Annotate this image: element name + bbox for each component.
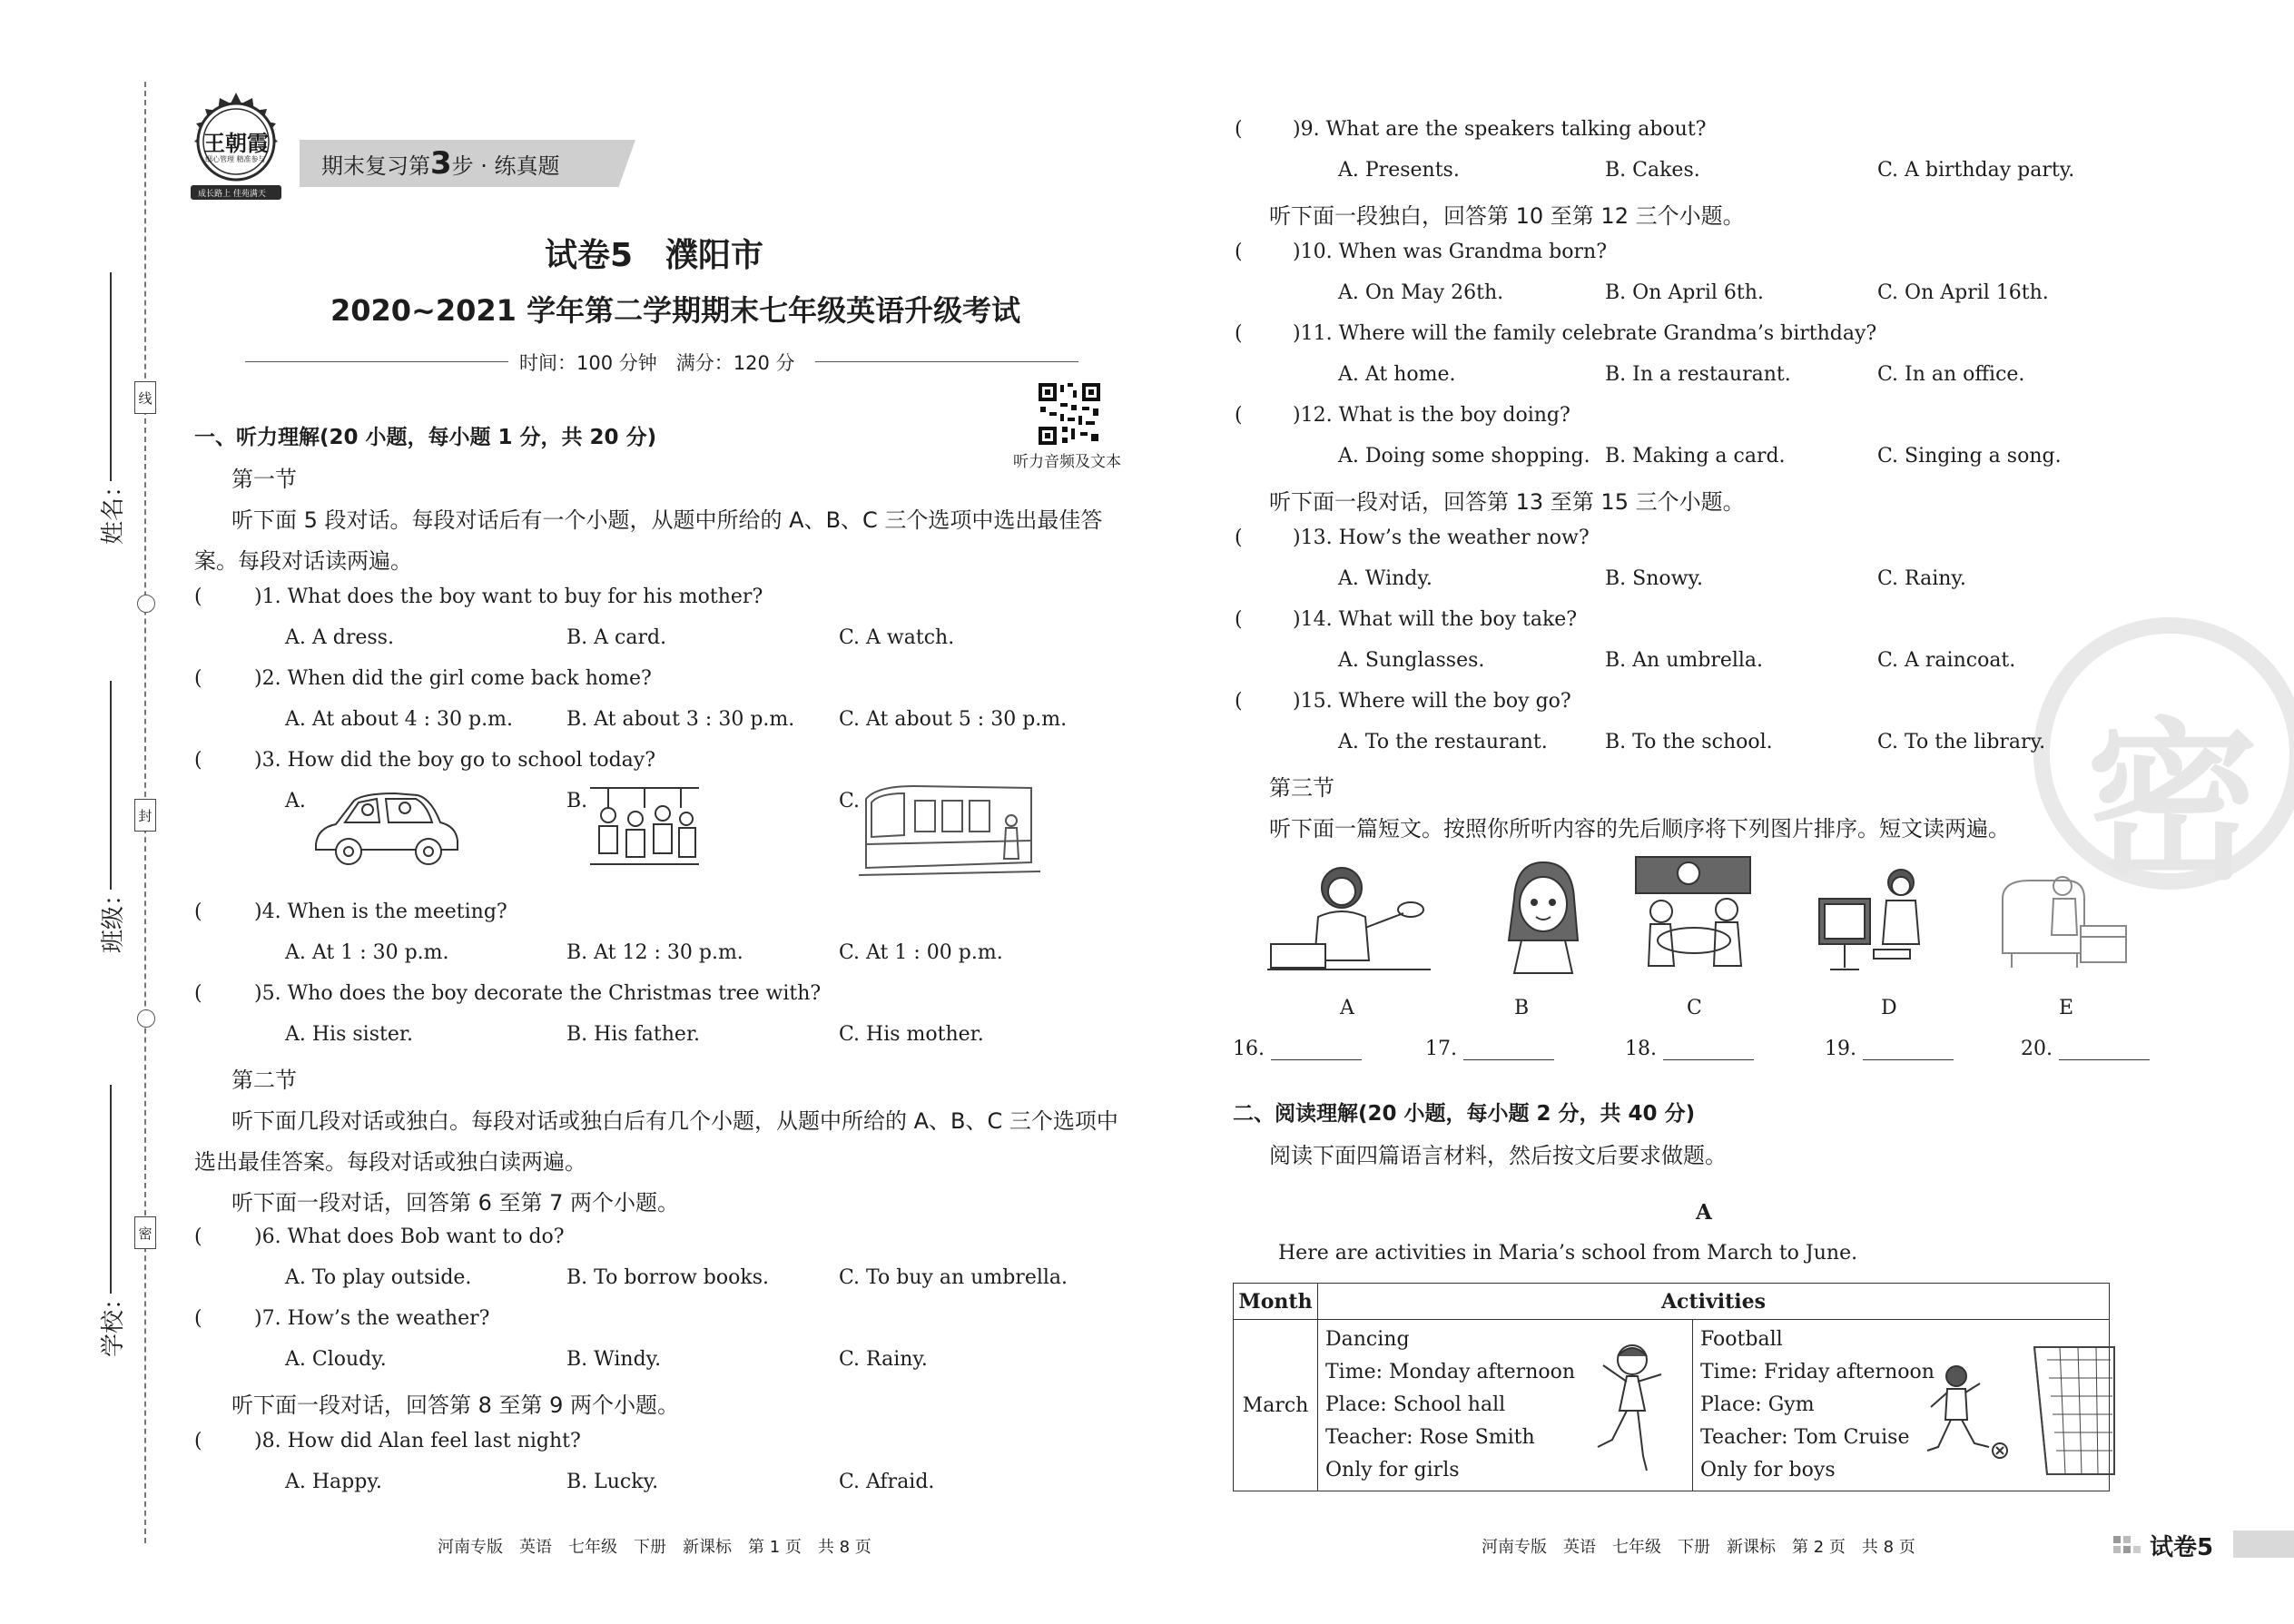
option-a[interactable]: A. Doing some shopping. — [1338, 445, 1590, 468]
page-title: 试卷5 濮阳市 — [545, 237, 764, 274]
answer-paren[interactable]: ( — [194, 1430, 202, 1452]
footer-tag-band — [2233, 1530, 2294, 1558]
option-a[interactable]: A. Presents. — [1338, 159, 1460, 182]
option-b[interactable]: B. Making a card. — [1605, 445, 1786, 468]
answer-paren[interactable]: ( — [1235, 322, 1243, 345]
table-header-activities: Activities — [1318, 1284, 2110, 1320]
option-a[interactable]: A. — [285, 790, 306, 812]
dancer-illustration — [1590, 1338, 1672, 1474]
class-label: 班级： — [100, 881, 127, 953]
answer-paren[interactable]: ( — [194, 1225, 202, 1248]
passage-intro: Here are activities in Maria’s school from March to June. — [1278, 1242, 1858, 1265]
option-b[interactable]: B. Lucky. — [566, 1471, 659, 1493]
option-c[interactable]: C. A raincoat. — [1877, 649, 2016, 672]
answer-paren[interactable]: ( — [194, 667, 202, 690]
option-a[interactable]: A. At 1 : 30 p.m. — [285, 941, 449, 964]
question-text: )9. What are the speakers talking about? — [1293, 118, 1707, 141]
school-label: 学校： — [100, 1285, 127, 1357]
option-c[interactable]: C. Singing a song. — [1877, 445, 2062, 468]
footer-exam-tag: 试卷5 — [2150, 1534, 2214, 1561]
table-cell-football — [1693, 1320, 2110, 1491]
question-text: )10. When was Grandma born? — [1293, 241, 1607, 263]
part2-instruction: 听下面几段对话或独白。每段对话或独白后有几个小题，从题中所给的 A、B、C 三个选项中 — [231, 1108, 1118, 1134]
exam-time-info: 时间：100 分钟 满分：120 分 — [519, 352, 795, 374]
bus-passengers-illustration[interactable] — [590, 781, 699, 871]
title-rule-right — [815, 361, 1078, 362]
picture-c-family-dinner[interactable] — [1634, 853, 1752, 980]
activity-restriction: Only for girls — [1325, 1459, 1460, 1481]
option-a[interactable]: A. To play outside. — [285, 1266, 472, 1289]
option-a[interactable]: A. Windy. — [1338, 567, 1433, 590]
option-c[interactable]: C. — [839, 790, 861, 812]
option-c[interactable]: C. At about 5 : 30 p.m. — [839, 708, 1068, 731]
footer-page-2: 河南专版 英语 七年级 下册 新课标 第 2 页 共 8 页 — [1482, 1538, 1915, 1557]
watermark-character: 密 — [2086, 703, 2260, 903]
option-b[interactable]: B. To borrow books. — [566, 1266, 769, 1289]
seal-box-secret: 密 — [134, 1216, 156, 1249]
activity-place: Place: Gym — [1700, 1393, 1815, 1416]
picture-label-b: B — [1514, 997, 1530, 1019]
question-text: )13. How’s the weather now? — [1293, 527, 1590, 549]
footer-tag-decoration — [2113, 1532, 2141, 1558]
class-line — [110, 681, 112, 890]
seal-box-line: 线 — [134, 381, 156, 414]
option-b[interactable]: B. On April 6th. — [1605, 281, 1764, 304]
logo-ribbon-text: 成长路上 佳苑满天 — [198, 190, 266, 199]
option-b[interactable]: B. Snowy. — [1605, 567, 1703, 590]
option-a[interactable]: A. To the restaurant. — [1338, 731, 1548, 753]
subway-train-illustration[interactable] — [859, 781, 1040, 881]
option-b[interactable]: B. — [566, 790, 588, 812]
title-rule-left — [245, 361, 508, 362]
option-a[interactable]: A. At home. — [1338, 363, 1456, 386]
picture-label-a: A — [1340, 997, 1354, 1019]
qr-caption: 听力音频及文本 — [1013, 453, 1121, 471]
part1-instruction-cont: 案。每段对话读两遍。 — [194, 548, 412, 574]
option-c[interactable]: C. Rainy. — [1877, 567, 1966, 590]
answer-blank-19[interactable]: 19. — [1825, 1038, 1954, 1060]
answer-paren[interactable]: ( — [1235, 241, 1243, 263]
answer-paren[interactable]: ( — [1235, 608, 1243, 631]
option-b[interactable]: B. A card. — [566, 626, 667, 649]
brand-logo — [182, 91, 290, 209]
school-line — [110, 1085, 112, 1294]
table-cell-month: March — [1234, 1320, 1318, 1491]
option-b[interactable]: B. Cakes. — [1605, 159, 1700, 182]
option-a[interactable]: A. Happy. — [285, 1471, 382, 1493]
question-text: )8. How did Alan feel last night? — [254, 1430, 581, 1452]
reading-instruction: 阅读下面四篇语言材料，然后按文后要求做题。 — [1269, 1143, 1727, 1168]
seal-box-seal: 封 — [134, 799, 156, 832]
option-c[interactable]: C. A birthday party. — [1877, 159, 2075, 182]
question-text: )4. When is the meeting? — [254, 901, 507, 923]
part1-instruction: 听下面 5 段对话。每段对话后有一个小题，从题中所给的 A、B、C 三个选项中选出最佳答 — [231, 507, 1103, 533]
question-text: )11. Where will the family celebrate Grandma’s birthday? — [1293, 322, 1877, 345]
option-b[interactable]: B. At about 3 : 30 p.m. — [566, 708, 795, 731]
page-subtitle: 2020~2021 学年第二学期期末七年级英语升级考试 — [330, 293, 1021, 328]
table-cell-dancing — [1318, 1320, 1693, 1491]
answer-paren[interactable]: ( — [194, 901, 202, 923]
activity-place: Place: School hall — [1325, 1393, 1506, 1416]
picture-label-d: D — [1881, 997, 1897, 1019]
part3-instruction: 听下面一篇短文。按照你所听内容的先后顺序将下列图片排序。短文读两遍。 — [1269, 816, 2010, 842]
option-a[interactable]: A. A dress. — [285, 626, 394, 649]
question-text: )15. Where will the boy go? — [1293, 690, 1571, 713]
name-label: 姓名： — [100, 473, 127, 545]
name-line — [110, 272, 112, 481]
option-a[interactable]: A. On May 26th. — [1338, 281, 1504, 304]
logo-text: 王朝霞 — [203, 130, 269, 156]
option-b[interactable]: B. In a restaurant. — [1605, 363, 1791, 386]
option-c[interactable]: C. At 1 : 00 p.m. — [839, 941, 1003, 964]
activity-restriction: Only for boys — [1700, 1459, 1836, 1481]
question-text: )5. Who does the boy decorate the Christmas tree with? — [254, 982, 822, 1005]
footer-page-1: 河南专版 英语 七年级 下册 新课标 第 1 页 共 8 页 — [438, 1538, 871, 1557]
option-c[interactable]: C. His mother. — [839, 1023, 984, 1046]
answer-blank-18[interactable]: 18. — [1625, 1038, 1754, 1060]
question-text: )7. How’s the weather? — [254, 1307, 490, 1330]
picture-label-c: C — [1687, 997, 1702, 1019]
option-c[interactable]: C. A watch. — [839, 626, 955, 649]
activity-teacher: Teacher: Rose Smith — [1325, 1426, 1535, 1449]
option-c[interactable]: C. To buy an umbrella. — [839, 1266, 1068, 1289]
answer-paren[interactable]: ( — [194, 982, 202, 1005]
picture-e-sofa-reading[interactable] — [1994, 862, 2139, 980]
answer-paren[interactable]: ( — [1235, 404, 1243, 427]
picture-b-girl[interactable] — [1489, 853, 1598, 980]
part1-heading: 第一节 — [231, 467, 297, 492]
activities-table — [1233, 1283, 2110, 1491]
monologue-10-12-instruction: 听下面一段独白，回答第 10 至第 12 三个小题。 — [1269, 203, 1745, 229]
dialogue-6-7-instruction: 听下面一段对话，回答第 6 至第 7 两个小题。 — [231, 1190, 680, 1216]
option-a[interactable]: A. Cloudy. — [285, 1348, 387, 1371]
option-c[interactable]: C. On April 16th. — [1877, 281, 2049, 304]
review-banner-text: 期末复习第3步 · 练真题 — [321, 145, 560, 182]
activity-time: Time: Monday afternoon — [1325, 1361, 1576, 1383]
answer-blank-17[interactable]: 17. — [1425, 1038, 1554, 1060]
binding-hole — [137, 595, 155, 613]
option-c[interactable]: C. Rainy. — [839, 1348, 928, 1371]
option-b[interactable]: B. An umbrella. — [1605, 649, 1764, 672]
question-text: )12. What is the boy doing? — [1293, 404, 1570, 427]
option-c[interactable]: C. In an office. — [1877, 363, 2025, 386]
answer-paren[interactable]: ( — [194, 586, 202, 608]
option-a[interactable]: A. His sister. — [285, 1023, 413, 1046]
car-illustration[interactable] — [309, 781, 463, 871]
picture-label-e: E — [2059, 997, 2074, 1019]
table-header-month: Month — [1234, 1284, 1318, 1320]
option-c[interactable]: C. To the library. — [1877, 731, 2046, 753]
logo-motto: 细心管理 精准参与 — [205, 155, 266, 163]
goal-net-illustration — [2029, 1342, 2120, 1478]
answer-paren[interactable]: ( — [1235, 527, 1243, 549]
option-a[interactable]: A. Sunglasses. — [1338, 649, 1485, 672]
question-text: )2. When did the girl come back home? — [254, 667, 652, 690]
part3-heading: 第三节 — [1269, 775, 1334, 801]
audio-qr-code[interactable] — [1037, 381, 1102, 447]
option-b[interactable]: B. To the school. — [1605, 731, 1773, 753]
dialogue-13-15-instruction: 听下面一段对话，回答第 13 至第 15 三个小题。 — [1269, 489, 1745, 515]
section-listening-title: 一、听力理解(20 小题，每小题 1 分，共 20 分) — [194, 426, 657, 449]
option-b[interactable]: B. His father. — [566, 1023, 701, 1046]
activity-name: Dancing — [1325, 1328, 1410, 1351]
question-text: )1. What does the boy want to buy for his mother? — [254, 586, 763, 608]
picture-a-cooking[interactable] — [1267, 853, 1431, 980]
binding-hole — [137, 1009, 155, 1028]
part2-instruction-cont: 选出最佳答案。每段对话或独白读两遍。 — [194, 1149, 586, 1175]
option-b[interactable]: B. At 12 : 30 p.m. — [566, 941, 743, 964]
question-text: )14. What will the boy take? — [1293, 608, 1578, 631]
section-reading-title: 二、阅读理解(20 小题，每小题 2 分，共 40 分) — [1233, 1102, 1696, 1126]
activity-teacher: Teacher: Tom Cruise — [1700, 1426, 1910, 1449]
answer-paren[interactable]: ( — [1235, 118, 1243, 141]
answer-blank-20[interactable]: 20. — [2021, 1038, 2150, 1060]
football-player-illustration — [1920, 1356, 2011, 1474]
question-text: )3. How did the boy go to school today? — [254, 749, 655, 772]
activity-name: Football — [1700, 1328, 1783, 1351]
answer-paren[interactable]: ( — [194, 749, 202, 772]
passage-letter: A — [1696, 1200, 1712, 1225]
answer-paren[interactable]: ( — [194, 1307, 202, 1330]
question-text: )6. What does Bob want to do? — [254, 1225, 565, 1248]
dialogue-8-9-instruction: 听下面一段对话，回答第 8 至第 9 两个小题。 — [231, 1393, 680, 1418]
answer-paren[interactable]: ( — [1235, 690, 1243, 713]
picture-d-computer[interactable] — [1816, 862, 1934, 980]
answer-blank-16[interactable]: 16. — [1233, 1038, 1362, 1060]
option-a[interactable]: A. At about 4 : 30 p.m. — [285, 708, 513, 731]
activity-time: Time: Friday afternoon — [1700, 1361, 1935, 1383]
option-c[interactable]: C. Afraid. — [839, 1471, 935, 1493]
option-b[interactable]: B. Windy. — [566, 1348, 662, 1371]
part2-heading: 第二节 — [231, 1068, 297, 1093]
